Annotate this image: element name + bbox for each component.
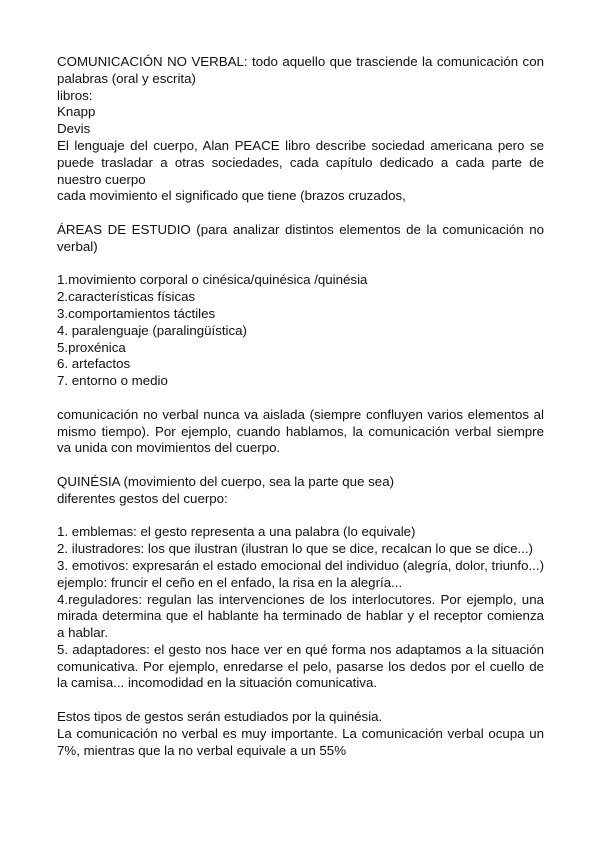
area-item: 3.comportamientos táctiles (57, 305, 216, 321)
spacer (57, 390, 544, 407)
gesture-item: 5. adaptadores: el gesto nos hace ver en qué forma nos adaptamos a la situación comunicativa. Por ejemplo, enredarse el pelo, pasarse los dedos por el cuello de la camisa... incomodidad en la situación comunicativa. (57, 641, 544, 691)
books-label: libros: (57, 87, 93, 103)
areas-heading: ÁREAS DE ESTUDIO (para analizar distintos elementos de la comunicación no verbal) (57, 221, 544, 254)
document-page (57, 54, 544, 759)
spacer (57, 457, 544, 474)
importance-paragraph: La comunicación no verbal es muy importante. La comunicación verbal ocupa un 7%, mientras que la no verbal equivale a un 55% (57, 725, 544, 758)
spacer (57, 692, 544, 709)
definition-paragraph: COMUNICACIÓN NO VERBAL: todo aquello que trasciende la comunicación con palabras (oral y escrita) (57, 54, 544, 86)
peace-paragraph: El lenguaje del cuerpo, Alan PEACE libro describe sociedad americana pero se puede trasladar a otras sociedades, cada capítulo dedicado a cada parte de nuestro cuerpo (57, 137, 544, 187)
area-item: 2.características físicas (57, 289, 196, 305)
combined-paragraph: comunicación no verbal nunca va aislada (siempre confluyen varios elementos al mismo tiempo). Por ejemplo, cuando hablamos, la comunicación verbal siempre va unida con movimientos del cuerpo. (57, 406, 544, 456)
area-item: 5.proxénica (57, 339, 126, 355)
area-item: 7. entorno o medio (57, 373, 168, 389)
meaning-line: cada movimiento el significado que tiene (brazos cruzados, (57, 188, 406, 204)
gesture-item: 2. ilustradores: los que ilustran (ilustran lo que se dice, recalcan lo que se dice...) (57, 541, 533, 557)
gesture-item: 1. emblemas: el gesto representa a una palabra (lo equivale) (57, 524, 416, 540)
book-knapp: Knapp (57, 104, 96, 120)
spacer (57, 205, 544, 222)
spacer (57, 508, 544, 525)
area-item: 4. paralenguaje (paralingüística) (57, 322, 247, 338)
spacer (57, 256, 544, 273)
area-item: 6. artefactos (57, 356, 131, 372)
gesture-item: 3. emotivos: expresarán el estado emocional del individuo (alegría, dolor, triunfo...) ejemplo: fruncir el ceño en el enfado, la risa en la alegría... (57, 557, 544, 590)
kinesics-subheading: diferentes gestos del cuerpo: (57, 490, 228, 506)
book-devis: Devis (57, 121, 91, 137)
gesture-item: 4.reguladores: regulan las intervenciones de los interlocutores. Por ejemplo, una mirada determina que el hablante ha terminado de hablar y el receptor comienza a hablar. (57, 591, 544, 641)
studied-line: Estos tipos de gestos serán estudiados por la quinésia. (57, 709, 383, 725)
kinesics-heading: QUINÉSIA (movimiento del cuerpo, sea la parte que sea) (57, 473, 395, 489)
area-item: 1.movimiento corporal o cinésica/quinésica /quinésia (57, 272, 368, 288)
